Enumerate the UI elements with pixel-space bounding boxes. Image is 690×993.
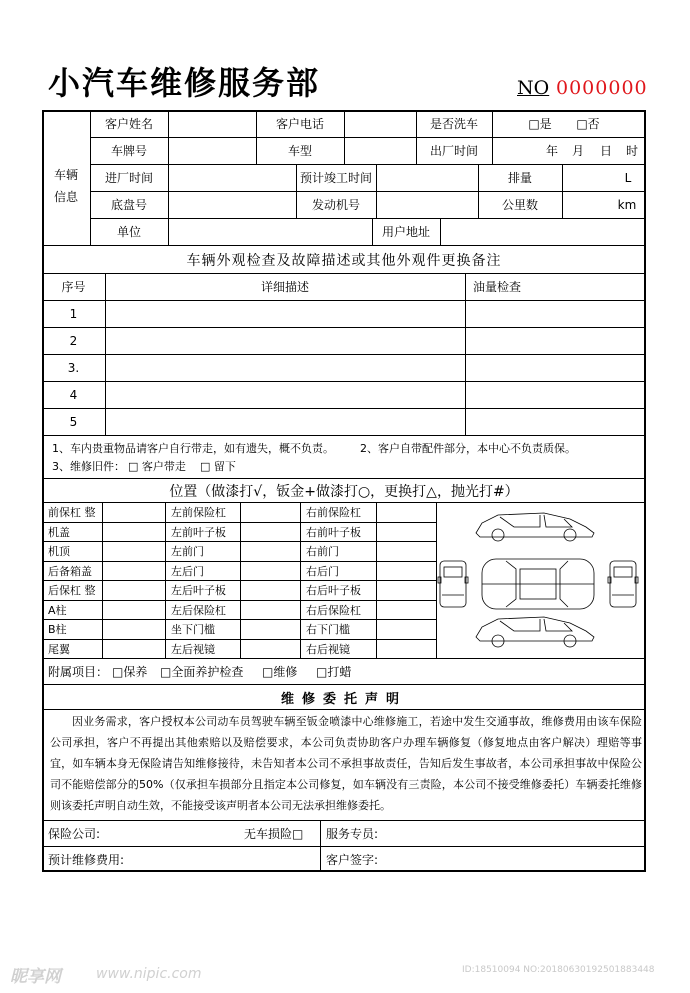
position-right-front-fender: 右前叶子板 [306,525,361,539]
position-roof: 机顶 [48,545,70,558]
extra-maintenance-checkbox[interactable]: □保养 [112,664,148,679]
mileage-unit: km [617,197,637,212]
exit-year-unit: 年 [545,144,558,158]
chassis-number-field[interactable] [168,191,296,218]
note-own-parts: 2、客户自带配件部分，本中心不负责质保。 [360,442,576,455]
chassis-number-label: 底盘号 [110,198,147,212]
displacement-unit: L [624,170,632,185]
user-address-label: 用户地址 [381,225,430,239]
position-trunk-lid: 后备箱盖 [48,564,92,578]
car-wash-yes-checkbox[interactable]: □是 [528,117,552,131]
position-spoiler: 尾翼 [48,642,70,656]
vehicle-info-label-line2: 信息 [53,189,78,204]
no-damage-insurance-checkbox[interactable]: 无车损险□ [244,826,304,841]
inspection-row-number: 2 [69,333,78,348]
entry-time-field[interactable] [168,164,296,191]
position-left-front-fender: 左前叶子板 [171,525,226,539]
exit-day-unit: 日 [599,144,612,158]
estimated-cost-label: 预计维修费用: [48,852,125,867]
customer-phone-label: 客户电话 [275,117,324,131]
inspection-row-number: 5 [69,414,78,429]
customer-name-field[interactable] [168,110,256,137]
position-rear-bumper: 后保杠 整 [48,584,96,597]
company-field[interactable] [168,218,372,245]
mileage-label: 公里数 [501,198,538,212]
old-parts-take-away-checkbox[interactable]: □ 客户带走 [128,460,186,473]
position-left-front-door: 左前门 [171,545,204,558]
serial-number-label: NO [517,77,550,99]
engine-number-field[interactable] [376,191,478,218]
position-left-mirror: 左后视镜 [171,642,215,656]
inspection-row-number: 3. [67,360,80,375]
inspection-description-field[interactable] [106,301,464,434]
inspection-row-number: 4 [69,387,78,402]
position-left-rear-fender: 左后叶子板 [171,584,226,597]
position-right-front-bumper: 右前保险杠 [306,506,361,519]
position-right-front-door: 右前门 [306,545,339,558]
car-wash-no-checkbox[interactable]: □否 [576,117,600,131]
extras-label: 附属项目： [48,664,109,679]
customer-phone-field[interactable] [344,110,416,137]
watermark-logo: 昵享网 [10,967,61,987]
position-a-pillar: A柱 [48,603,67,617]
customer-name-label: 客户姓名 [104,117,153,131]
inspection-col-oil: 油量检查 [472,280,521,294]
car-wash-label: 是否洗车 [429,117,478,131]
position-right-rear-fender: 右后叶子板 [306,584,361,597]
engine-number-label: 发动机号 [311,198,360,212]
position-right-sill: 右下门槛 [306,623,350,636]
car-side-view-bottom [476,617,594,647]
position-left-rear-bumper: 左后保险杠 [171,603,226,617]
watermark-id: ID:18510094 NO:20180630192501883448 [462,965,655,975]
insurance-company-label: 保险公司: [48,826,101,841]
car-front-view [438,561,468,607]
plate-number-label: 车牌号 [110,144,147,158]
position-front-bumper: 前保杠 整 [48,506,96,519]
oil-level-field[interactable] [466,301,645,434]
position-left-sill: 坐下门槛 [171,623,215,636]
position-right-mirror: 右后视镜 [306,642,350,656]
user-address-field[interactable] [440,218,646,245]
watermark-url: www.nipic.com [96,966,202,982]
plate-number-field[interactable] [168,137,256,164]
car-rear-view [608,561,638,607]
serial-number-value: 0000000 [556,77,648,99]
note-valuables: 1、车内贵重物品请客户自行带走，如有遗失，概不负责。 [52,442,334,455]
displacement-label: 排量 [507,171,532,185]
extra-full-inspection-checkbox[interactable]: □全面养护检查 [160,664,244,679]
position-right-rear-door: 右后门 [306,564,339,578]
position-left-rear-door: 左后门 [171,564,204,578]
declaration-text: 因业务需求，客户授权本公司动车员驾驶车辆至钣金喷漆中心维修施工，若途中发生交通事故，维修费用由该车保险公司承担，客户不再提出其他索赔以及赔偿要求，本公司负责协助客户办理车辆修复（修复地点由客户解决）理赔等事宜，如车辆本身无保险请告知维修接待，未告知者本公司不承担事故责任，告知后发生事故者，本公司承担事故中保险公司不能赔偿部分的50%（仅承担车损部分且指定本公司修复，如车辆没有三责险，本公司不接受维修委托）车辆委托维修则该委托声明自动生效，不能接受该声明者本公司无法承担维修委托。 [50,715,642,812]
car-top-view [482,559,594,609]
inspection-row-number: 1 [69,306,78,321]
inspection-col-seq: 序号 [61,280,86,294]
extra-repair-checkbox[interactable]: □维修 [262,664,298,679]
declaration-title: 维修委托声明 [280,691,407,707]
position-b-pillar: B柱 [48,623,67,636]
exit-month-unit: 月 [571,144,584,158]
old-parts-leave-checkbox[interactable]: □ 留下 [200,460,236,473]
inspection-section-title: 车辆外观检查及故障描述或其他外观件更换备注 [186,252,502,269]
position-left-front-bumper: 左前保险杠 [171,506,226,519]
extra-waxing-checkbox[interactable]: □打蜡 [316,664,352,679]
car-model-field[interactable] [344,137,416,164]
form-title: 小汽车维修服务部 [48,64,321,102]
vehicle-info-label-line1: 车辆 [53,167,78,182]
position-right-rear-bumper: 右后保险杠 [306,603,361,617]
car-model-label: 车型 [287,144,312,158]
service-rep-label: 服务专员: [326,826,379,841]
expected-completion-label: 预计竣工时间 [299,171,372,185]
customer-signature-label: 客户签字: [326,852,379,867]
note-old-parts-label: 3、维修旧件： [52,460,125,473]
exit-hour-unit: 时 [625,144,638,158]
position-hood: 机盖 [48,525,70,539]
company-label: 单位 [116,225,141,239]
position-section-title: 位置（做漆打√，钣金+做漆打○，更换打△，抛光打#） [169,483,519,500]
inspection-col-description: 详细描述 [260,280,309,294]
car-damage-diagram[interactable] [436,503,646,658]
expected-completion-field[interactable] [376,164,478,191]
exit-time-label: 出厂时间 [429,144,478,158]
entry-time-label: 进厂时间 [104,171,153,185]
car-side-view-top [476,513,594,541]
